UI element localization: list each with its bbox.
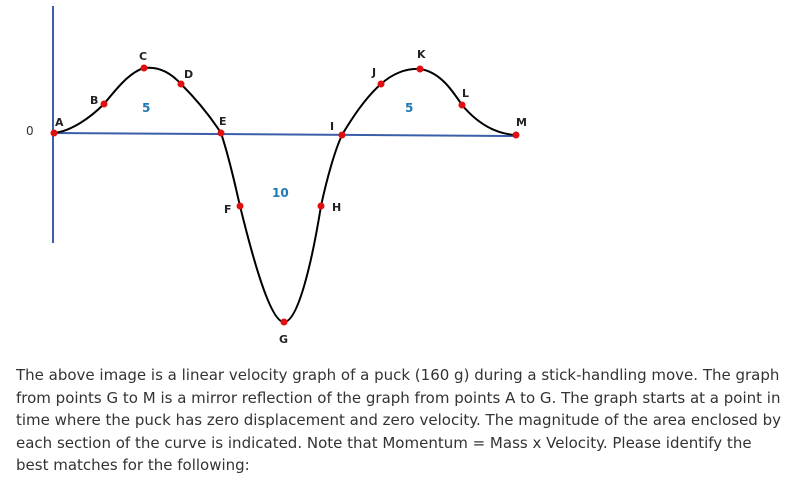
point-h-dot xyxy=(318,203,325,210)
point-k-dot xyxy=(417,66,424,73)
point-j-dot xyxy=(378,81,385,88)
point-i-dot xyxy=(339,132,346,139)
point-c-dot xyxy=(141,65,148,72)
area-label-first-hump: 5 xyxy=(142,101,151,115)
time-axis xyxy=(53,133,516,136)
point-label-h: H xyxy=(332,201,342,214)
question-description: The above image is a linear velocity graph of a puck (160 g) during a stick-handling move. The graph from points G to M is a mirror reflection of the graph from points A to G. The graph starts at a point in time where the puck has zero displacement and zero velocity. The magnitude of the area enclosed by each section of the curve is indicated. Note that Momentum = Mass x Velocity. Please identify the best matches for the following: xyxy=(16,366,781,474)
point-label-d: D xyxy=(184,68,194,81)
point-label-j: J xyxy=(372,66,377,79)
area-label-trough: 10 xyxy=(272,186,289,200)
point-b-dot xyxy=(101,101,108,108)
point-label-e: E xyxy=(219,115,227,128)
point-e-dot xyxy=(218,130,225,137)
point-label-f: F xyxy=(224,203,232,216)
point-label-k: K xyxy=(417,48,426,61)
point-label-b: B xyxy=(90,94,99,107)
point-m-dot xyxy=(513,132,520,139)
point-label-a: A xyxy=(55,116,64,129)
point-g-dot xyxy=(281,319,288,326)
point-a-dot xyxy=(51,130,58,137)
point-label-g: G xyxy=(279,333,289,346)
point-label-l: L xyxy=(462,87,470,100)
point-l-dot xyxy=(459,102,466,109)
zero-label: 0 xyxy=(26,124,34,138)
point-label-m: M xyxy=(516,116,527,129)
point-label-i: I xyxy=(330,120,335,133)
point-f-dot xyxy=(237,203,244,210)
point-label-c: C xyxy=(139,50,148,63)
area-label-second-hump: 5 xyxy=(405,101,414,115)
point-d-dot xyxy=(178,81,185,88)
